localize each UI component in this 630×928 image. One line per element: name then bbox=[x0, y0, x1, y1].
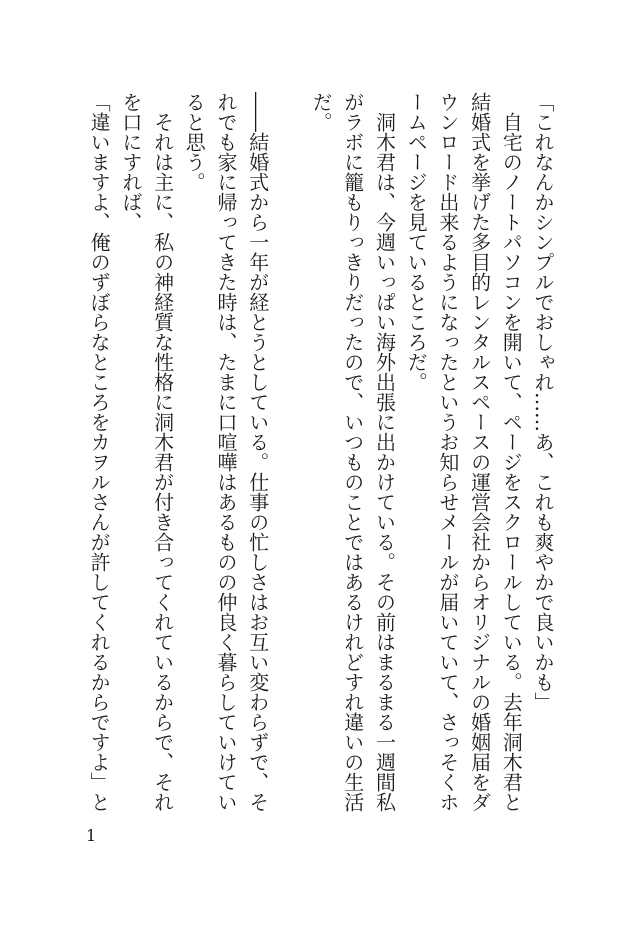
paragraph-narration-4: それは主に、私の神経質な性格に洞木君が付き合ってくれているからで、それを口にすれば、 bbox=[118, 92, 175, 812]
page-number: 1 bbox=[86, 826, 97, 845]
body-text bbox=[82, 92, 558, 812]
paragraph-narration-1: 自宅のノートパソコンを開いて、ページをスクロールしている。去年洞木君と結婚式を挙げた多目的レンタルスペースの運営会社からオリジナルの婚姻届をダウンロード出来るようになったというお知らせメールが届いていて、さっそくホームページを見ているところだ。 bbox=[404, 92, 524, 812]
paragraph-dialogue-2: 「違いますよ、俺のずぼらなところをカヲルさんが許してくれるからですよ」と bbox=[87, 92, 112, 812]
paragraph-dialogue-1: 「これなんかシンプルでおしゃれ……あ、これも爽やかで良いかも」 bbox=[531, 92, 555, 712]
paragraph-narration-2: 洞木君は、今週いっぱい海外出張に出かけている。その前はまるまる一週間私がラボに籠もりっきりだったので、いつものことではあるけれどすれ違いの生活だ。 bbox=[309, 92, 397, 812]
paragraph-narration-3: ――結婚式から一年が経とうとしている。仕事の忙しさはお互い変わらずで、それでも家に帰ってきた時は、たまに口喧嘩はあるものの仲良く暮らしていけていると思う。 bbox=[182, 92, 270, 812]
blank-line bbox=[273, 92, 305, 812]
